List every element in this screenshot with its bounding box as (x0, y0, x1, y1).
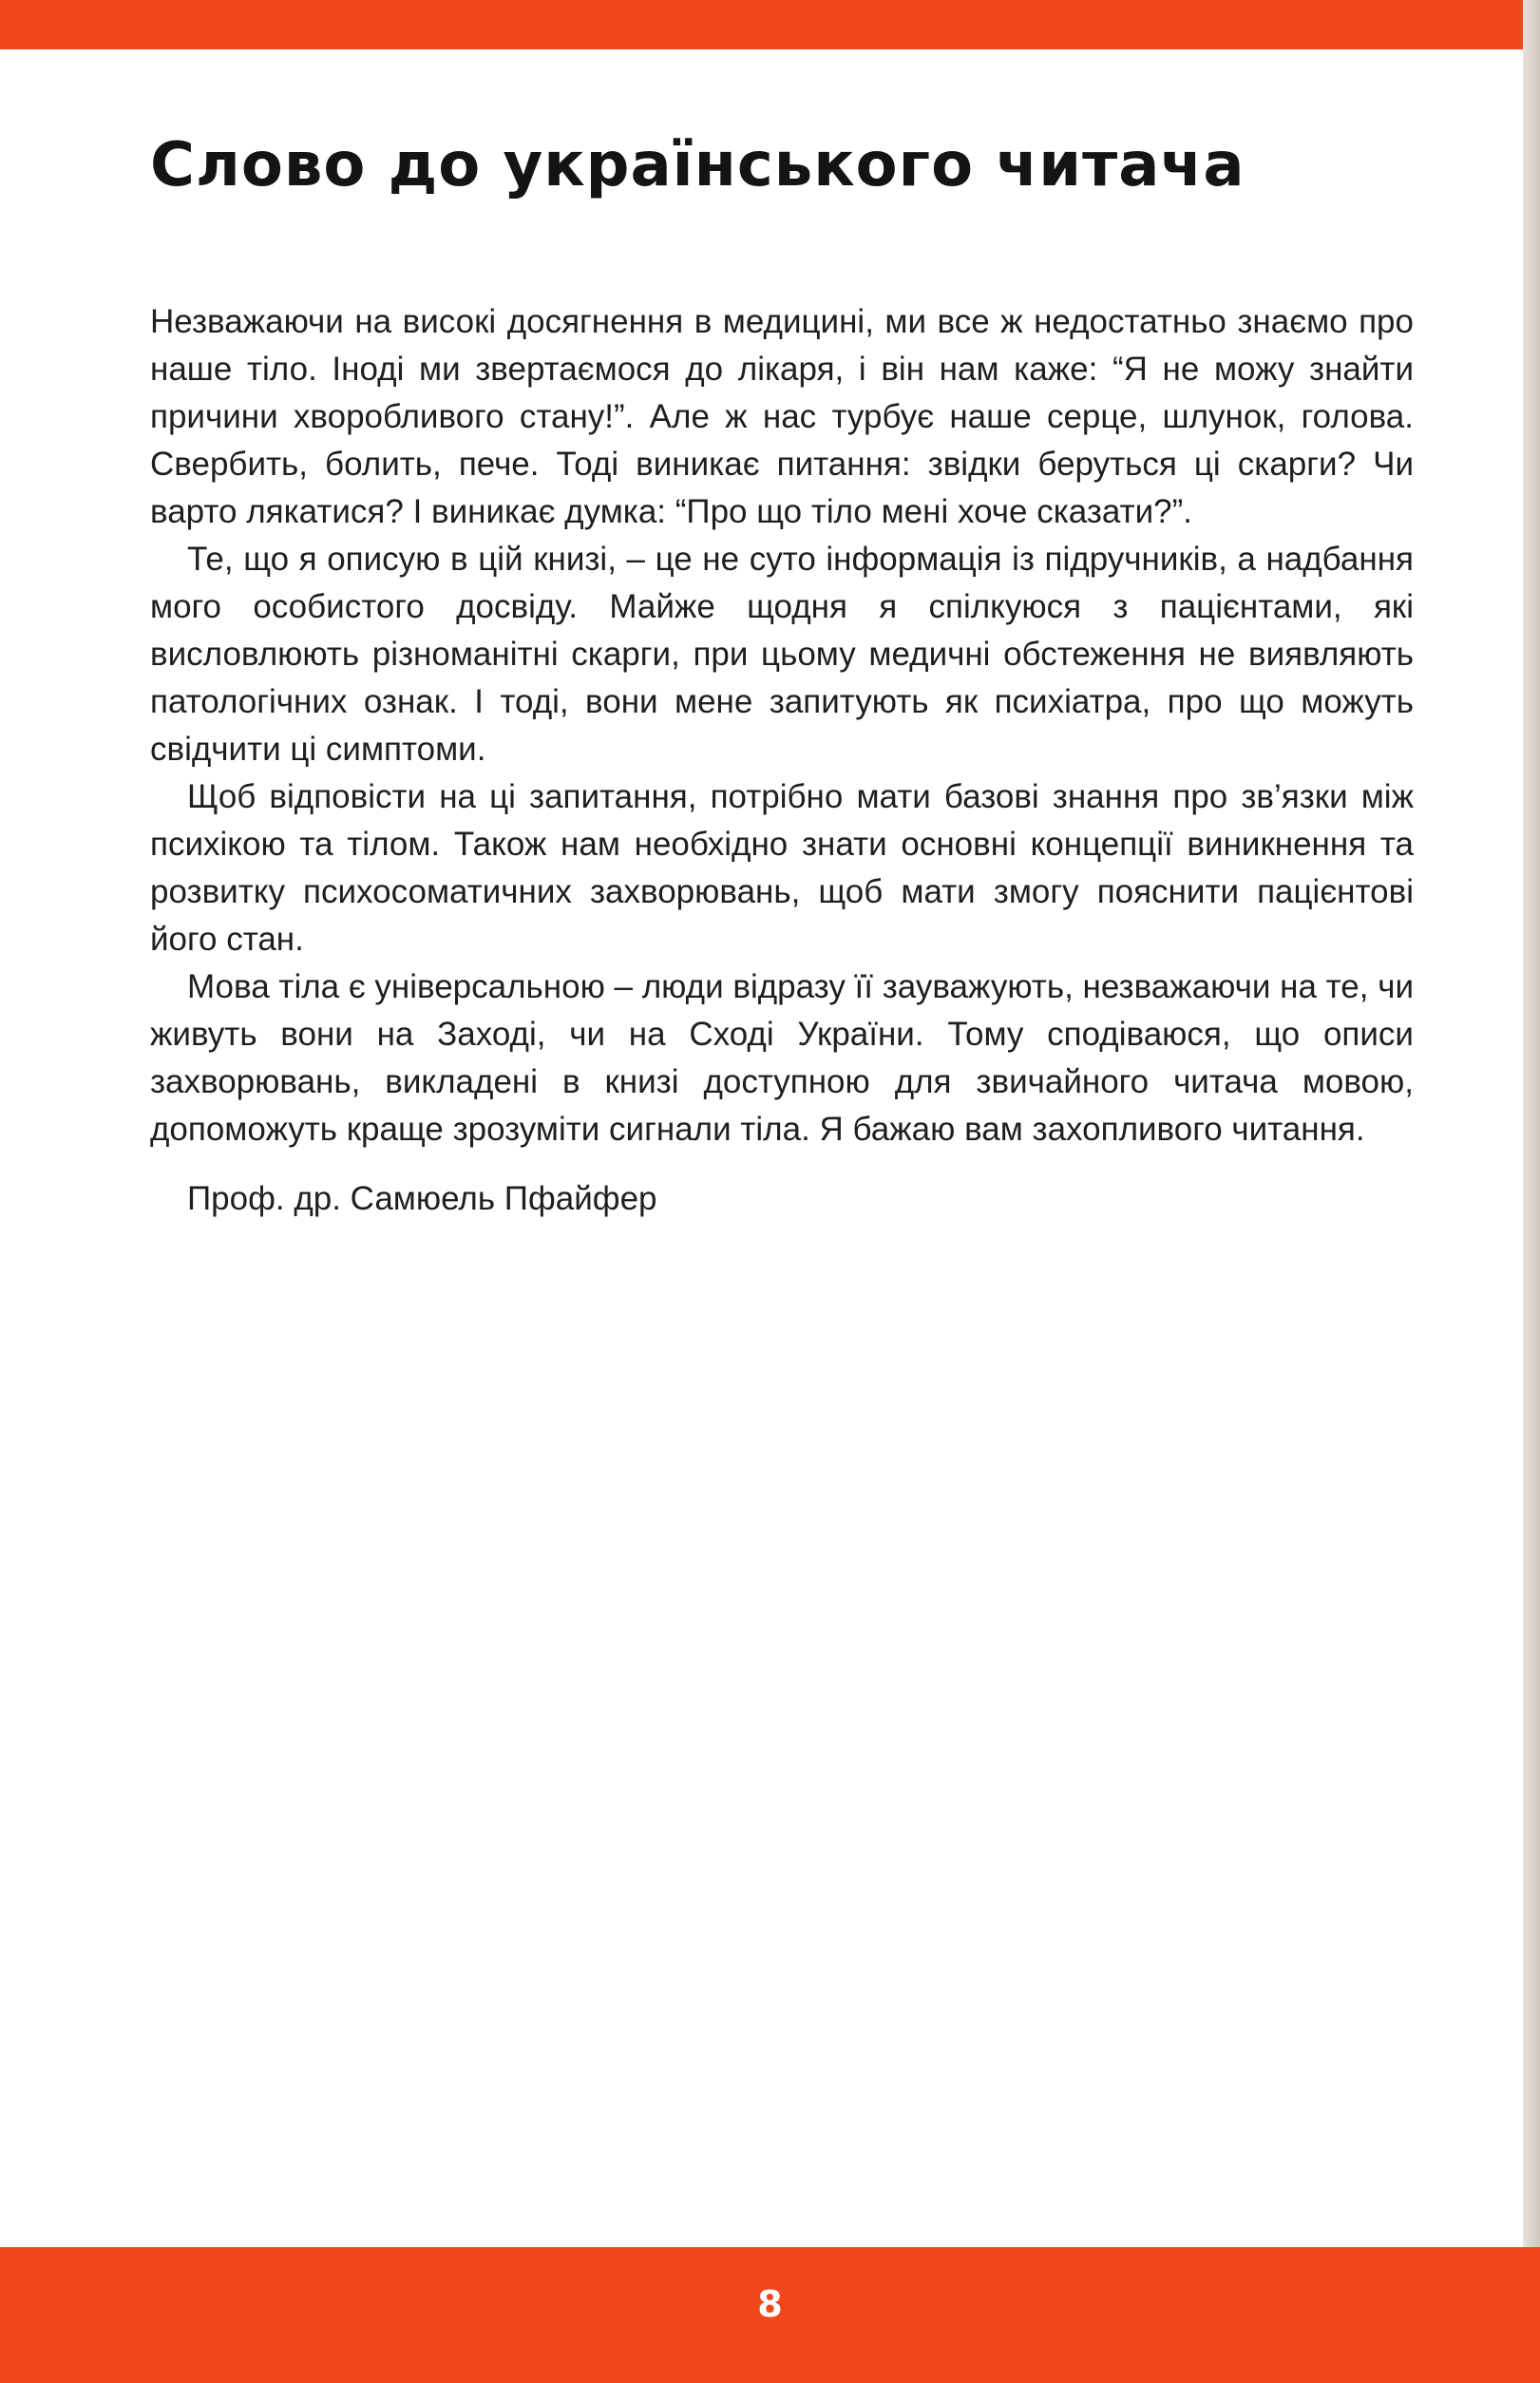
body-text (150, 298, 1414, 1153)
author-signature: Проф. др. Самюель Пфайфер (187, 1180, 657, 1217)
page-number: 8 (757, 2283, 783, 2325)
page-title: Слово до українського читача (150, 130, 1245, 200)
paragraph-1: Незважаючи на високі досягнення в медицині, ми все ж недостатньо знаємо про наше тіло. Іноді ми звертаємося до лікаря, і він нам каже: “Я не можу знайти причини хворобливого стану!”. Але ж нас турбує наше серце, шлунок, голова. Свербить, болить, пече. Тоді виникає питання: звідки беруться ці скарги? Чи варто лякатися? І виникає думка: “Про що тіло мені хоче сказати?”. (150, 303, 1414, 530)
page-edge-shadow (1523, 0, 1540, 2383)
paragraph-2: Те, що я описую в цій книзі, – це не суто інформація із підручників, а надбання мого особистого досвіду. Майже щодня я спілкуюся з пацієнтами, які висловлюють різноманітні скарги, при цьому медичні обстеження не виявляють патологічних ознак. І тоді, вони мене запитують як психіатра, про що можуть свідчити ці симптоми. (150, 541, 1414, 768)
paragraph-3: Щоб відповісти на ці запитання, потрібно мати базові знання про зв’язки між психікою та тілом. Також нам необхідно знати основні концепції виникнення та розвитку психосоматичних захворювань, щоб мати змогу пояснити пацієнтові його стан. (150, 778, 1414, 958)
top-orange-band (0, 0, 1540, 49)
paragraph-4: Мова тіла є універсальною – люди відразу її зауважують, незважаючи на те, чи живуть вони на Заході, чи на Сході України. Тому сподіваюся, що описи захворювань, викладені в книзі доступною для звичайного читача мовою, допоможуть краще зрозуміти сигнали тіла. Я бажаю вам захопливого читання. (150, 968, 1414, 1148)
